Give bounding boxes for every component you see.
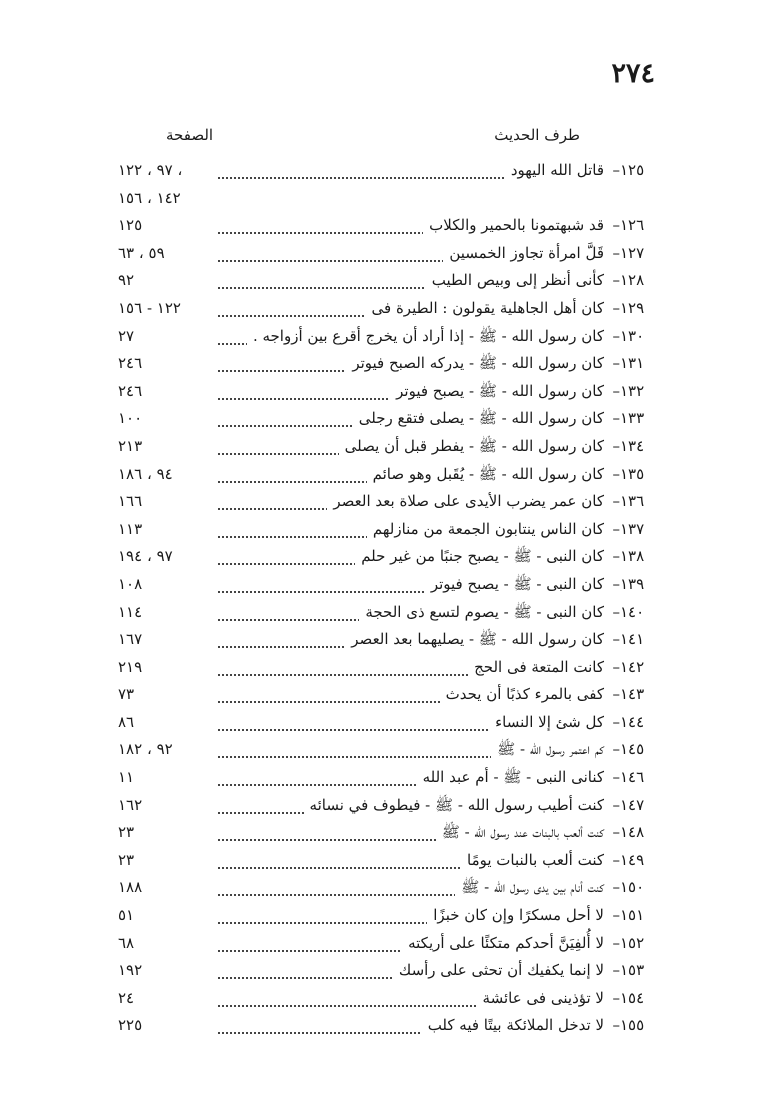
entry-dash: –: [612, 878, 620, 897]
entry-dash: –: [612, 740, 620, 759]
entry-number: ١٣٨: [620, 547, 645, 566]
index-entry: [118, 1012, 658, 1040]
entry-dash: –: [612, 381, 620, 400]
page-refs: ١٦٢: [118, 795, 143, 814]
hadith-text: كان النبى - ﷺ - يصبح جنبًا من غير حلم: [355, 547, 604, 569]
entry-number: ١٤٠: [620, 602, 645, 621]
entry-dash: –: [612, 795, 620, 814]
column-headers: [130, 126, 650, 152]
entry-number: ١٢٦: [620, 216, 645, 235]
entry-number: ١٥٤: [620, 988, 645, 1007]
index-entry: [118, 599, 658, 627]
index-entry: [118, 792, 658, 820]
entry-dash: –: [612, 906, 620, 925]
entry-number: ١٤٦: [620, 768, 645, 787]
hadith-text: قاتل الله اليهود: [505, 161, 604, 179]
entry-dash: –: [612, 602, 620, 621]
entry-dash: –: [612, 547, 620, 566]
entry-dash: –: [612, 243, 620, 262]
hadith-text: لا أحل مسكرًا وإن كان خبزًا: [427, 906, 604, 924]
index-entry: [118, 323, 658, 351]
index-entry: [118, 819, 658, 847]
page-refs: ١١٣: [118, 519, 143, 538]
entry-dash: –: [612, 988, 620, 1007]
entry-dash: –: [612, 436, 620, 455]
hadith-text: كان رسول الله - ﷺ - يصلى فتقع رجلى: [353, 409, 604, 431]
index-entry: [118, 847, 658, 875]
page-refs: ٥١: [118, 906, 135, 925]
entry-number: ١٤٨: [620, 823, 645, 842]
entry-dash: –: [612, 657, 620, 676]
hadith-text: كل شئ إلا النساء: [489, 713, 604, 731]
entry-dash: –: [612, 354, 620, 373]
hadith-text: كان النبى - ﷺ - يصوم لتسع ذى الحجة: [359, 603, 604, 625]
entry-number: ١٥٢: [620, 933, 645, 952]
entry-number: ١٣١: [620, 354, 645, 373]
page-refs: ١١: [118, 768, 135, 787]
hadith-text: كأنى أنظر إلى وبيص الطيب: [426, 271, 604, 289]
entry-dash: –: [612, 574, 620, 593]
entry-number: ١٣٥: [620, 464, 645, 483]
index-entry: [118, 405, 658, 433]
hadith-text: كنت ألعب بالبنات عند رسول الله - ﷺ: [436, 823, 604, 845]
index-entry: [118, 902, 658, 930]
index-entry: [118, 240, 658, 268]
entry-number: ١٣٤: [620, 436, 645, 455]
hadith-text: كنت أطيب رسول الله - ﷺ - فيطوف في نسائه: [304, 796, 604, 818]
entry-number: ١٣٣: [620, 409, 645, 428]
hadith-text: كانت المتعة فى الحج: [468, 658, 604, 676]
index-entry: [118, 681, 658, 709]
page-refs: ١١٤: [118, 602, 143, 621]
entry-number: ١٤٥: [620, 740, 645, 759]
hadith-text: كان رسول الله - ﷺ - يصليهما بعد العصر: [345, 630, 604, 652]
page-refs: ٩٤ ، ١٨٦: [118, 464, 173, 483]
entry-dash: –: [612, 850, 620, 869]
entry-number: ١٥٠: [620, 878, 645, 897]
hadith-text: كفى بالمرء كذبًا أن يحدث: [440, 685, 604, 703]
entry-dash: –: [612, 326, 620, 345]
entry-number: ١٤٣: [620, 685, 645, 704]
entry-number: ١٣٧: [620, 519, 645, 538]
page-refs: ١٦٦: [118, 492, 143, 511]
page-refs: ٦٨: [118, 933, 135, 952]
page-refs: ٢١٩: [118, 657, 143, 676]
hadith-text: لا إنما يكفيك أن تحثى على رأسك: [393, 961, 604, 979]
index-entry: [118, 930, 658, 958]
page-refs: ٢٣: [118, 823, 135, 842]
page-refs: ٥٩ ، ٦٣: [118, 243, 165, 262]
page-refs: ٢٤٦: [118, 381, 143, 400]
entry-number: ١٣٩: [620, 574, 645, 593]
entry-dash: –: [612, 216, 620, 235]
index-entry: [118, 157, 658, 185]
hadith-text: كان رسول الله - ﷺ - يصبح فيوتر: [390, 382, 604, 404]
entry-dash: –: [612, 161, 620, 179]
index-entry: [118, 571, 658, 599]
entry-number: ١٣٢: [620, 381, 645, 400]
entry-number: ١٢٨: [620, 271, 645, 290]
hadith-text: كان عمر يضرب الأيدى على صلاة بعد العصر: [327, 492, 604, 510]
page-refs: ٢٤٦: [118, 354, 143, 373]
entry-number: ١٢٥: [620, 161, 645, 179]
hadith-text: كم اعتمر رسول الله - ﷺ: [491, 740, 604, 762]
entry-number: ١٥١: [620, 906, 645, 925]
entry-dash: –: [612, 630, 620, 649]
entry-dash: –: [612, 492, 620, 511]
index-entry: [118, 488, 658, 516]
index-entry: [118, 764, 658, 792]
entry-number: ١٢٩: [620, 298, 645, 317]
index-entry: [118, 212, 658, 240]
index-entry: [118, 957, 658, 985]
page-refs: ٢٣: [118, 850, 135, 869]
index-entry: [118, 874, 658, 902]
entry-dash: –: [612, 519, 620, 538]
index-entry: [118, 433, 658, 461]
entry-dash: –: [612, 1016, 620, 1035]
hadith-text: قَلَّ امرأة تجاوز الخمسين: [443, 244, 604, 262]
hadith-text: كان النبى - ﷺ - يصبح فيوتر: [425, 575, 604, 597]
entry-number: ١٣٠: [620, 326, 645, 345]
hadith-text: قد شبهتمونا بالحمير والكلاب: [423, 216, 604, 234]
entry-dash: –: [612, 409, 620, 428]
page-refs: ٢١٣: [118, 436, 143, 455]
page-refs: ٩٧ ، ١٢٢ ،: [118, 161, 183, 179]
page-refs: ٢٢٥: [118, 1016, 143, 1035]
index-entry: [118, 378, 658, 406]
hadith-text: لا تؤذينى فى عائشة: [477, 989, 604, 1007]
index-entry: [118, 626, 658, 654]
entry-number: ١٤٤: [620, 712, 645, 731]
hadith-text: كنت ألعب بالنبات يومًا: [461, 851, 604, 869]
page-refs: ١٨٨: [118, 878, 143, 897]
entry-number: ١٥٣: [620, 961, 645, 980]
hadith-text: كان أهل الجاهلية يقولون : الطيرة فى: [366, 299, 605, 317]
entry-dash: –: [612, 271, 620, 290]
hadith-column-header: طرف الحديث: [494, 126, 580, 144]
entry-number: ١٣٦: [620, 492, 645, 511]
entry-number: ١٤١: [620, 630, 645, 649]
hadith-text: كان رسول الله - ﷺ - يدركه الصبح فيوتر: [346, 354, 604, 376]
entry-number: ١٤٢: [620, 657, 645, 676]
entry-dash: –: [612, 685, 620, 704]
hadith-index-list: [118, 157, 658, 1040]
page-refs: ١٢٥: [118, 216, 143, 235]
index-entry: [118, 295, 658, 323]
entry-dash: –: [612, 961, 620, 980]
page-refs: ٢٤: [118, 988, 135, 1007]
page-refs: ١٠٠: [118, 409, 143, 428]
page-refs: ١٢٢ - ١٥٦: [118, 298, 181, 317]
index-entry: [118, 985, 658, 1013]
page-column-header: الصفحة: [166, 126, 214, 144]
hadith-text: كنانى النبى - ﷺ - أم عبد الله: [417, 768, 604, 790]
page-refs: ١٤٢ ، ١٥٦: [118, 188, 181, 207]
hadith-text: كان رسول الله - ﷺ - إذا أراد أن يخرج أقرع بين أزواجه .: [247, 327, 604, 349]
entry-number: ١٤٩: [620, 850, 645, 869]
index-entry: [118, 543, 658, 571]
hadith-text: لا أُلفِيَنَّ أحدكم متكئًا على أريكته: [402, 934, 604, 952]
entry-dash: –: [612, 823, 620, 842]
page-refs: ١٦٧: [118, 630, 143, 649]
index-entry: [118, 654, 658, 682]
page-refs: ٧٣: [118, 685, 135, 704]
index-entry: [118, 736, 658, 764]
hadith-text: كان الناس ينتابون الجمعة من منازلهم: [367, 520, 604, 538]
page-refs: ٩٢ ، ١٨٢: [118, 740, 173, 759]
page-refs: ١٠٨: [118, 574, 143, 593]
page-refs: ٩٢: [118, 271, 135, 290]
entry-number: ١٢٧: [620, 243, 645, 262]
entry-number: ١٤٧: [620, 795, 645, 814]
hadith-text: كنت أنام بين يدى رسول الله - ﷺ: [455, 878, 604, 900]
entry-dash: –: [612, 298, 620, 317]
hadith-text: كان رسول الله - ﷺ - يفطر قبل أن يصلى: [339, 437, 604, 459]
index-entry: [118, 461, 658, 489]
page-refs: ٩٧ ، ١٩٤: [118, 547, 173, 566]
index-entry: [118, 185, 658, 213]
entry-dash: –: [612, 464, 620, 483]
entry-number: ١٥٥: [620, 1016, 645, 1035]
entry-dash: –: [612, 768, 620, 787]
hadith-text: لا تدخل الملائكة بيتًا فيه كلب: [422, 1016, 604, 1034]
page-refs: ٢٧: [118, 326, 135, 345]
entry-dash: –: [612, 712, 620, 731]
index-entry: [118, 350, 658, 378]
page-refs: ١٩٢: [118, 961, 143, 980]
page-number: ٢٧٤: [611, 58, 655, 89]
index-entry: [118, 709, 658, 737]
page-refs: ٨٦: [118, 712, 135, 731]
index-entry: [118, 516, 658, 544]
index-entry: [118, 267, 658, 295]
hadith-text: كان رسول الله - ﷺ - يُقَبل وهو صائم: [367, 465, 604, 487]
entry-dash: –: [612, 933, 620, 952]
